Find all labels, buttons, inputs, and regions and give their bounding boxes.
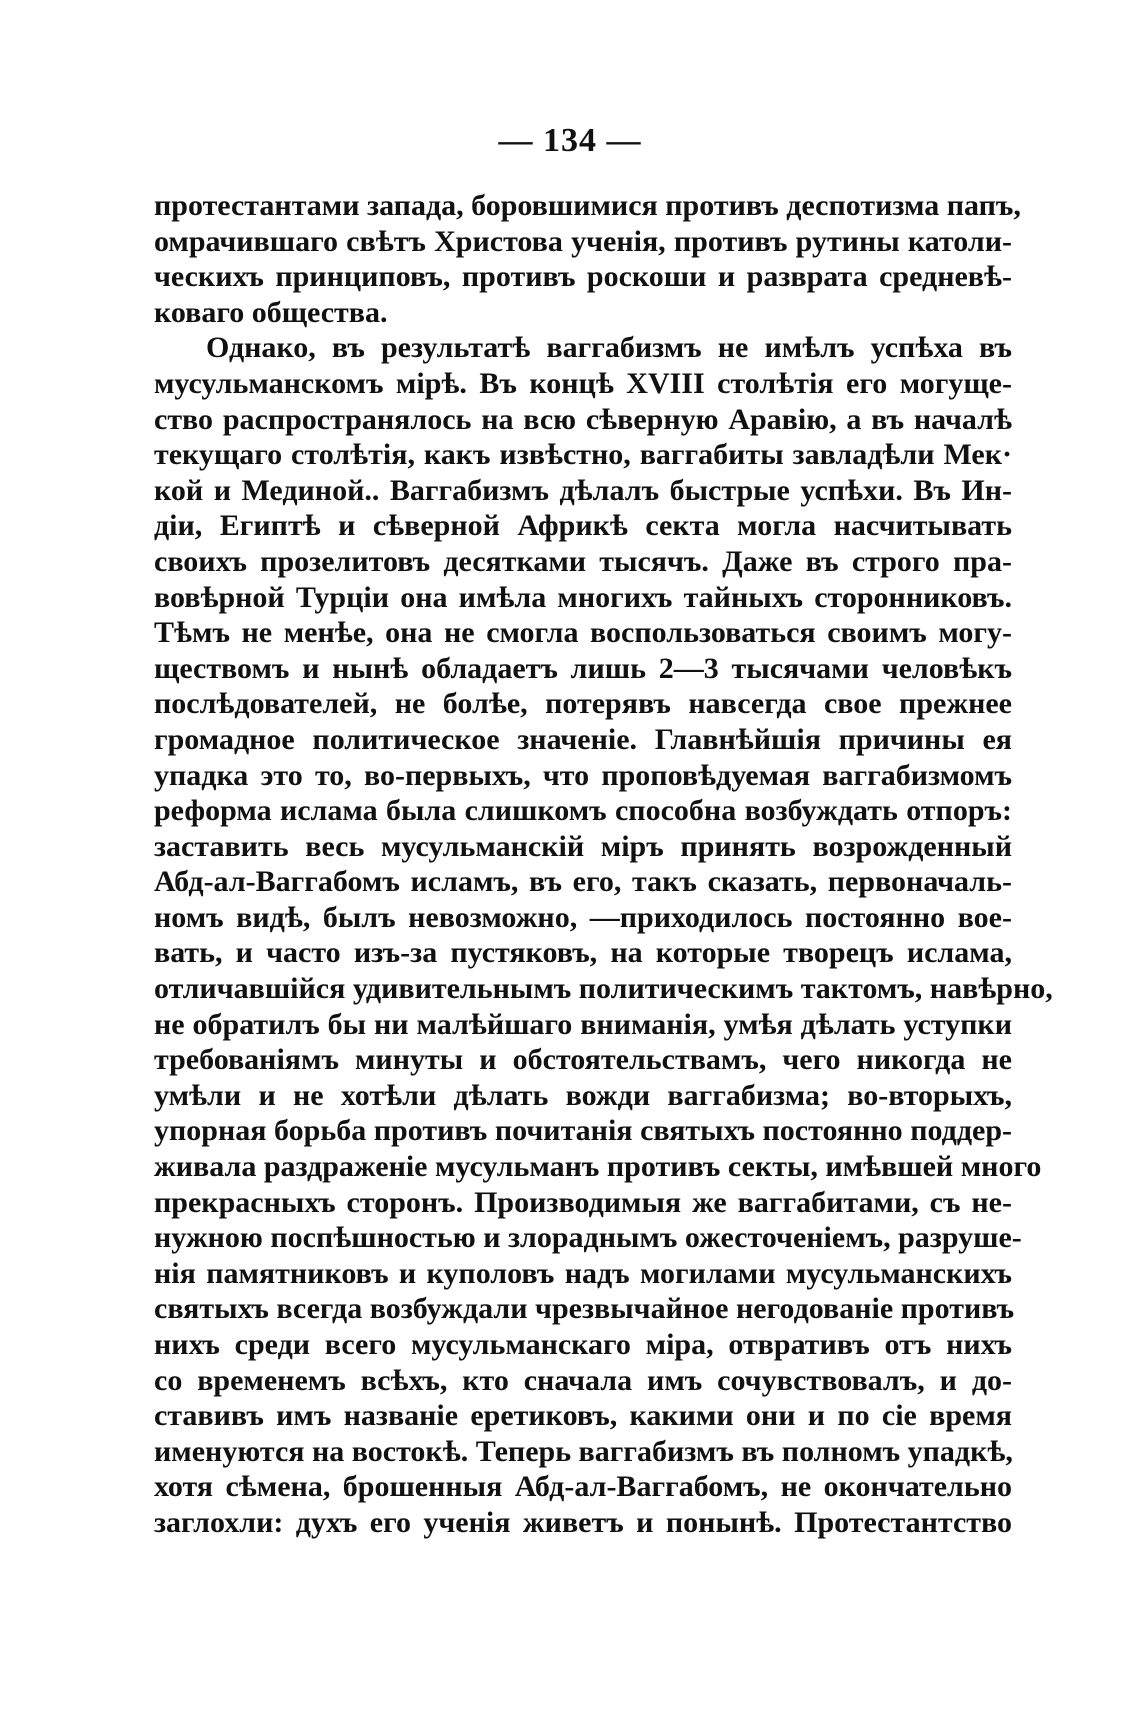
- text-line: именуются на востокѣ. Теперь ваггабизмъ въ полномъ упадкѣ,: [154, 1434, 1013, 1468]
- text-line: нужною поспѣшностью и злораднымъ ожесточеніемъ, разруше-: [154, 1221, 1022, 1255]
- text-line: хотя сѣмена, брошенныя Абд-ал-Ваггабомъ, не окончательно: [154, 1470, 1012, 1504]
- text-line: послѣдователей, не болѣе, потерявъ навсегда свое прежнее: [154, 687, 1012, 721]
- text-line: нихъ среди всего мусульманскаго міра, отвративъ отъ нихъ: [154, 1328, 1012, 1361]
- page-number: — 134 —: [498, 122, 642, 159]
- text-line: ществомъ и нынѣ обладаетъ лишь 2—3 тысячами человѣкъ: [154, 651, 1012, 685]
- text-line: упорная борьба противъ почитанія святыхъ постоянно поддер-: [154, 1114, 1012, 1148]
- body-text: [154, 188, 1053, 1541]
- text-line: заставить весь мусульманскій міръ принять возрожденный: [154, 829, 1012, 863]
- text-line: кой и Мединой.. Ваггабизмъ дѣлалъ быстрые успѣхи. Въ Ин-: [154, 473, 1012, 507]
- text-line: вать, и часто изъ-за пустяковъ, на которые творецъ ислама,: [154, 936, 1012, 970]
- paragraph-start-line: Однако, въ результатѣ ваггабизмъ не имѣлъ успѣха въ: [206, 331, 1012, 365]
- text-line: Тѣмъ не менѣе, она не смогла воспользоваться своимъ могу-: [154, 616, 1012, 650]
- text-line: требованіямъ минуты и обстоятельствамъ, чего никогда не: [154, 1043, 1012, 1077]
- text-line: мусульманскомъ мірѣ. Въ концѣ XVIII столѣтія его могуще-: [154, 366, 1012, 400]
- text-line: Абд-ал-Ваггабомъ исламъ, въ его, такъ сказать, первоначаль-: [154, 865, 1012, 899]
- text-line: ставивъ имъ названіе еретиковъ, какими они и по сіе время: [154, 1399, 1012, 1433]
- text-line: текущаго столѣтія, какъ извѣстно, ваггабиты завладѣли Мек·: [154, 438, 1012, 472]
- text-line: своихъ прозелитовъ десятками тысячъ. Даже въ строго пра-: [154, 544, 1012, 578]
- text-line: протестантами запада, боровшимися противъ деспотизма папъ,: [154, 189, 1021, 222]
- text-line: коваго общества.: [154, 295, 388, 329]
- text-line: нія памятниковъ и куполовъ надъ могилами мусульманскихъ: [154, 1256, 1012, 1290]
- text-line: со временемъ всѣхъ, кто сначала имъ сочувствовалъ, и до-: [154, 1363, 1012, 1397]
- text-line: прекрасныхъ сторонъ. Производимыя же ваггабитами, съ не-: [154, 1185, 1012, 1219]
- text-line: омрачившаго свѣтъ Христова ученія, противъ рутины католи-: [154, 224, 1012, 258]
- text-line: святыхъ всегда возбуждали чрезвычайное негодованіе противъ: [154, 1292, 1015, 1326]
- text-line: отличавшійся удивительнымъ политическимъ тактомъ, навѣрно,: [154, 972, 1053, 1006]
- text-line: ство распространялось на всю сѣверную Аравію, а въ началѣ: [154, 402, 1012, 436]
- text-line: не обратилъ бы ни малѣйшаго вниманія, умѣя дѣлать уступки: [154, 1007, 1012, 1041]
- text-line: живала раздраженіе мусульманъ противъ секты, имѣвшей много: [154, 1150, 1042, 1184]
- text-line: діи, Египтѣ и сѣверной Африкѣ секта могла насчитывать: [154, 509, 1012, 543]
- text-line: громадное политическое значеніе. Главнѣйшія причины ея: [154, 722, 1012, 756]
- text-line: реформа ислама была слишкомъ способна возбуждать отпоръ:: [154, 794, 1012, 828]
- text-line: номъ видѣ, былъ невозможно, —приходилось постоянно вое-: [154, 900, 1012, 934]
- text-line: умѣли и не хотѣли дѣлать вожди ваггабизма; во-вторыхъ,: [154, 1078, 1012, 1112]
- text-line: вовѣрной Турціи она имѣла многихъ тайныхъ сторонниковъ.: [154, 580, 1012, 614]
- text-line: упадка это то, во-первыхъ, что проповѣдуемая ваггабизмомъ: [154, 758, 1012, 792]
- text-line: заглохли: духъ его ученія живетъ и понынѣ. Протестантство: [154, 1505, 1012, 1539]
- text-line: ческихъ принциповъ, противъ роскоши и разврата средневѣ-: [154, 260, 1012, 294]
